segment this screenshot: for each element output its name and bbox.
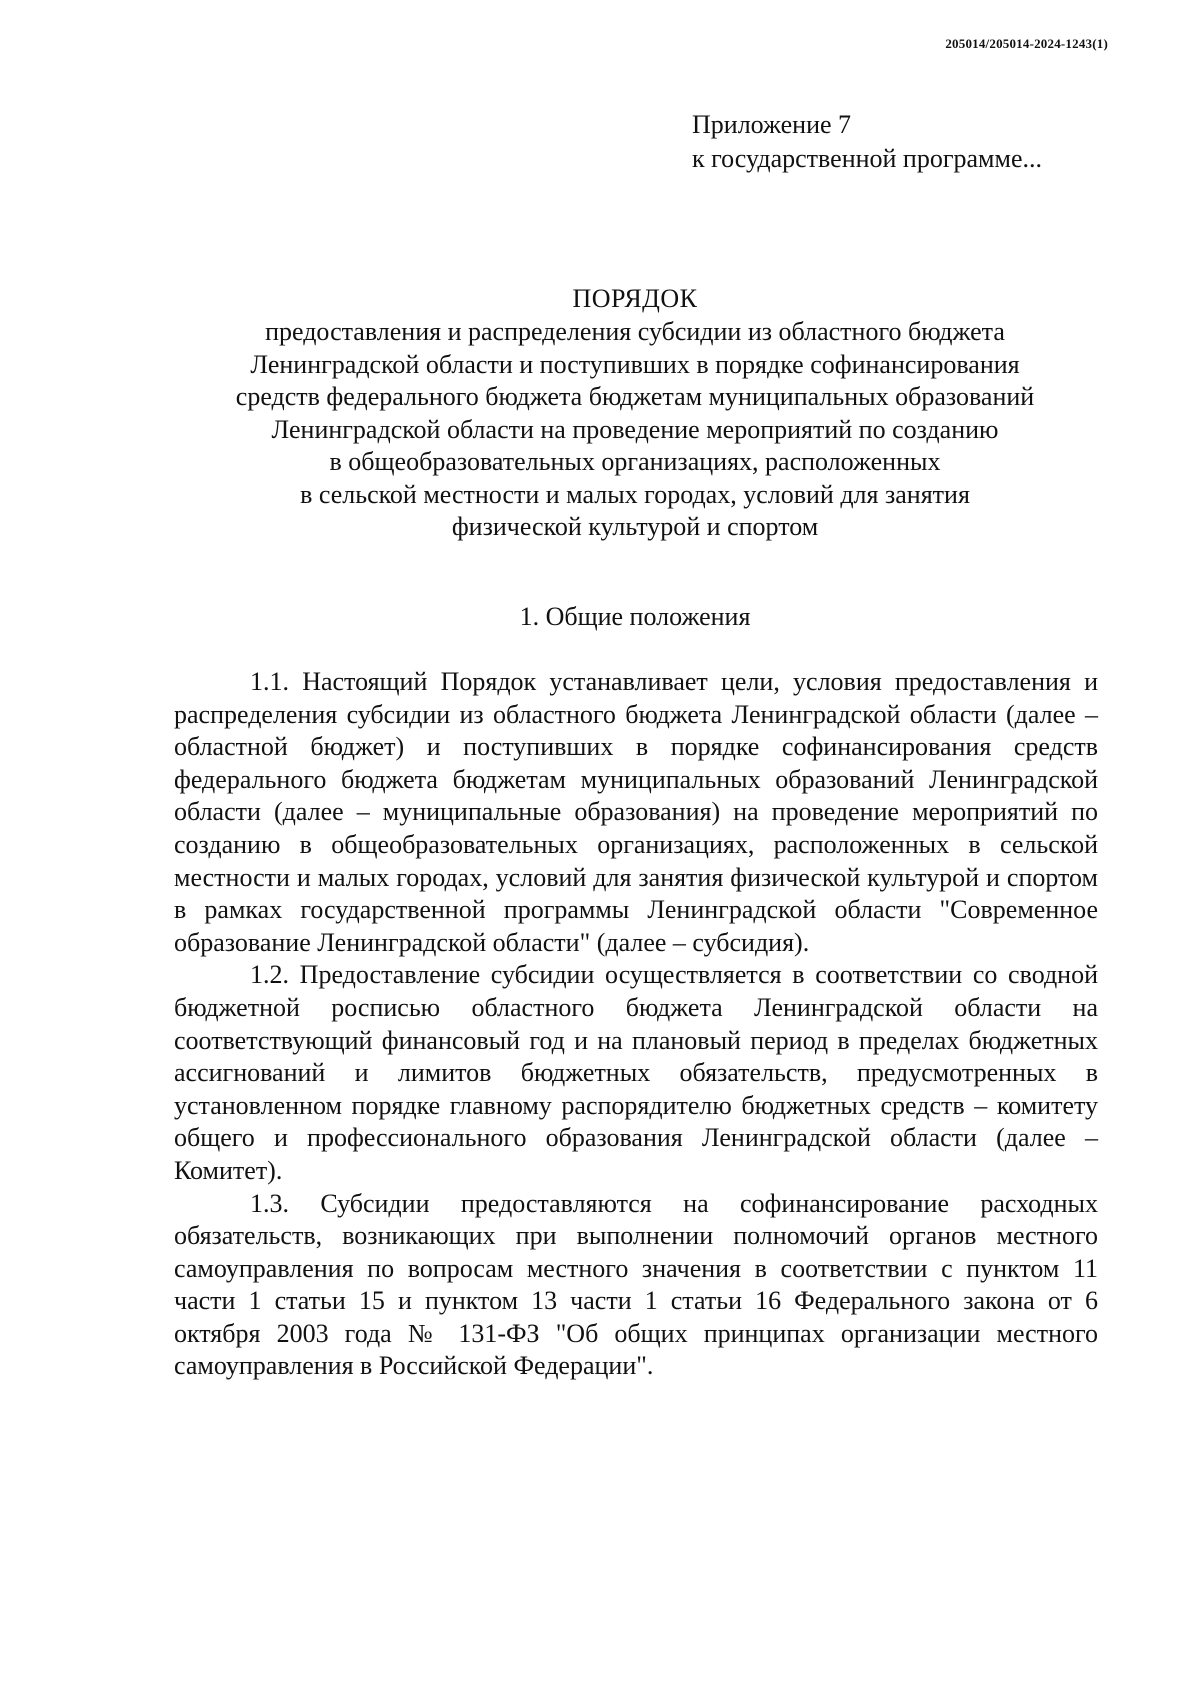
paragraph-1-3: 1.3. Субсидии предоставляются на софинансирование расходных обязательств, возникающих при выполнении полномочий органов местного самоуправления по вопросам местного значения в соответствии с пунктом 11 части 1 статьи 15 и пунктом 13 части 1 статьи 16 Федерального закона от 6 октября 2003 года № 131-ФЗ "Об общих принципах организации местного самоуправления в Российской Федерации". — [174, 1188, 1098, 1381]
title-line: в сельской местности и малых городах, условий для занятия — [300, 479, 970, 509]
appendix-number: Приложение 7 — [692, 110, 852, 139]
appendix-reference: к государственной программе... — [692, 144, 1042, 173]
title-line: Ленинградской области на проведение мероприятий по созданию — [271, 414, 999, 444]
title-line: средств федерального бюджета бюджетам муниципальных образований — [235, 382, 1035, 411]
document-id: 205014/205014-2024-1243(1) — [945, 36, 1108, 51]
paragraph-1-2: 1.2. Предоставление субсидии осуществляется в соответствии со сводной бюджетной росписью областного бюджета Ленинградской области на соответствующий финансовый год и на плановый период в пределах бюджетных ассигнований и лимитов бюджетных обязательств, предусмотренных в установленном порядке главному распорядителю бюджетных средств – комитету общего и профессионального образования Ленинградской области (далее – Комитет). — [174, 960, 1098, 1185]
title-heading: ПОРЯДОК — [572, 284, 698, 313]
title-line: Ленинградской области и поступивших в порядке софинансирования — [250, 349, 1020, 379]
section-heading: 1. Общие положения — [519, 602, 751, 631]
paragraph-1-1: 1.1. Настоящий Порядок устанавливает цели, условия предоставления и распределения субсидии из областного бюджета Ленинградской области (далее – областной бюджет) и поступивших в порядке софинансирования средств федерального бюджета бюджетам муниципальных образований Ленинградской области (далее – муниципальные образования) на проведение мероприятий по созданию в общеобразовательных организациях, расположенных в сельской местности и малых городах, условий для занятия физической культурой и спортом в рамках государственной программы Ленинградской области "Современное образование Ленинградской области" (далее – субсидия). — [174, 667, 1098, 957]
title-line: физической культурой и спортом — [451, 512, 819, 541]
section-body — [174, 666, 1098, 1383]
title-line: предоставления и распределения субсидии из областного бюджета — [265, 317, 1005, 346]
appendix-note — [692, 108, 1042, 176]
title-line: в общеобразовательных организациях, расположенных — [329, 447, 941, 476]
document-title — [140, 282, 1130, 544]
